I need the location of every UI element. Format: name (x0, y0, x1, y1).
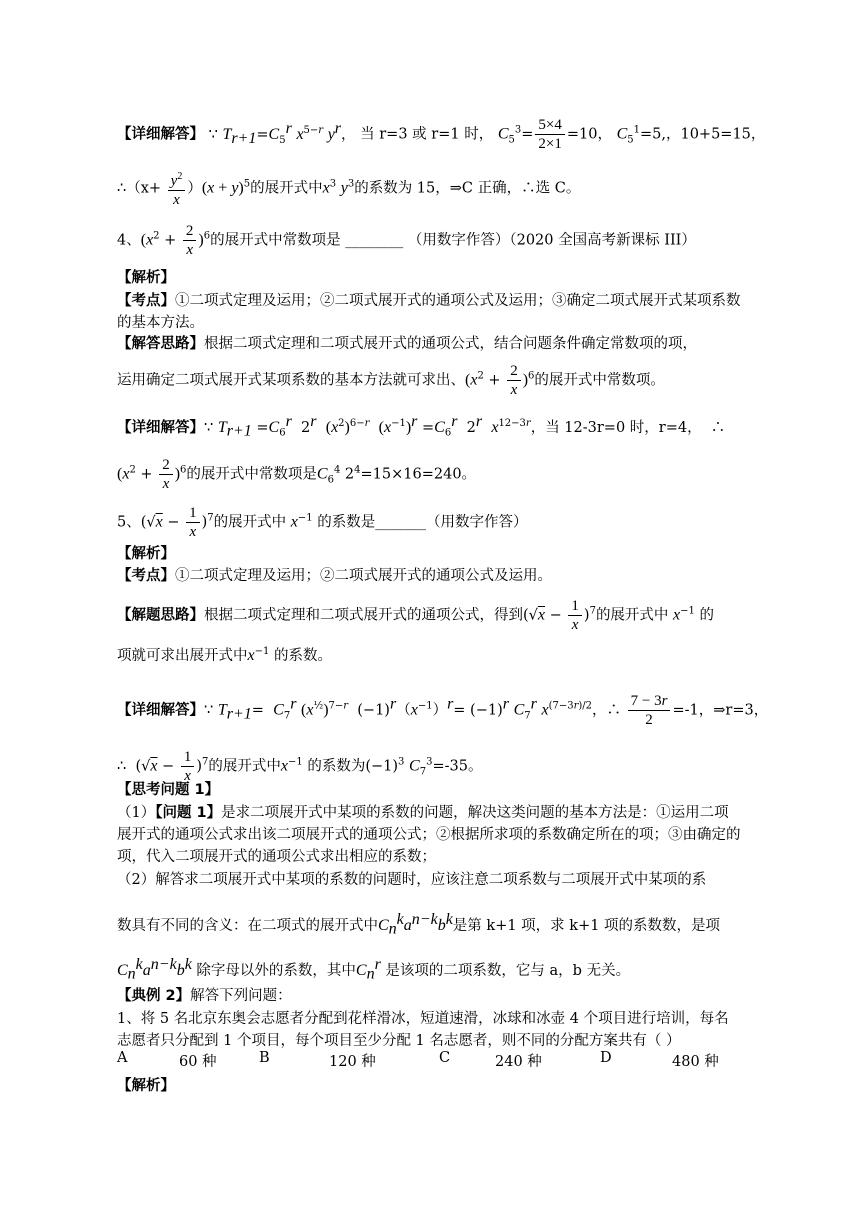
example-2-intro: 【典例 2】解答下列问题： (117, 988, 292, 1004)
label-detail: 【详细解答】 (117, 126, 204, 143)
option-a-text: 60 种 (179, 1054, 217, 1070)
silu-4-line2: 运用确定二项式展开式某项系数的基本方法就可求出、($x^2$ + $\frac{2}{x}$ )$^6$的展开式中常数项。 (117, 363, 665, 398)
option-c[interactable]: C (439, 1050, 451, 1066)
option-b[interactable]: B (259, 1050, 270, 1066)
option-b-text: 120 种 (329, 1054, 376, 1070)
silu-5-line2: 项就可求出展开式中$x^{-1}$ 的系数。 (117, 646, 332, 664)
formula-term: ∵ $T_{r+1}=C_5^r$ $x^{5-r}$ $y^r$， (208, 119, 356, 147)
label-sikao: 【思考问题 1】 (117, 782, 220, 798)
detail-5-line2: ∴ (√x − $\frac{1}{x}$ )$^7$的展开式中$x^{-1}$ 的系数为$(-1)^3$ $C_7^3=-35$。 (117, 749, 483, 784)
option-d[interactable]: D (600, 1050, 612, 1066)
problem-4: 4、($x^2$ + $\frac{2}{x}$ )$^6$的展开式中常数项是 ________ （用数字作答）（2020 全国高考新课标 III） (117, 223, 696, 258)
problem-5: 5、(√x − $\frac{1}{x}$ )$^7$的展开式中 $x^{-1}$ 的系数是_______（用数字作答） (117, 505, 528, 540)
detail-5-line1: 【详细解答】∵ $T_{r+1}= C_7^r$ $(x^{\frac{1}{2}})^{7-r}$ $(-1)^r(x^{-1})^r= (-1)^r$ $C_7^r$ $x^{(7-3r)/2}$，∴ $\frac{7 - 3r}{2}$ =-1，⇒r=3， (117, 693, 769, 728)
option-d-text: 480 种 (672, 1054, 719, 1070)
answer-blank[interactable]: _______ (375, 514, 426, 531)
label-analysis-5: 【解析】 (117, 546, 175, 562)
answer-blank[interactable]: ________ (345, 232, 404, 249)
silu-4-line1: 【解答思路】根据二项式定理和二项式展开式的通项公式，结合问题条件确定常数项的项， (117, 336, 697, 352)
think-para-2-line3: $C_n^ka^{n-k}b^k$ 除字母以外的系数，其中$C_n^r$ 是该项的二项系数，它与 a，b 无关。 (117, 956, 631, 983)
kaodian-4: 【考点】①二项式定理及运用；②二项式展开式的通项公式及运用；③确定二项式展开式某项系数的基本方法。 (117, 293, 741, 331)
think-para-1: （1）【问题 1】是求二项展开式中某项的系数的问题，解决这类问题的基本方法是：①运用二项展开式的通项公式求出该二项展开式的通项公式；②根据所求项的系数确定所在的项；③由确定的项，代入二项展开式的通项公式求出相应的系数； (117, 805, 741, 865)
option-a[interactable]: A (117, 1050, 128, 1066)
detail-line-3b: ∴（x+ $\frac{y^2}{x}$ ）$(x + y)^5$的展开式中$x^3$ $y^3$的系数为 15，⇒C 正确，∴选 C。 (117, 168, 580, 209)
label-analysis-ex2: 【解析】 (117, 1078, 175, 1094)
kaodian-5: 【考点】①二项式定理及运用；②二项式展开式的通项公式及运用。 (117, 568, 552, 584)
silu-5-line1: 【解题思路】根据二项式定理和二项式展开式的通项公式，得到(√x − $\frac{1}{x}$ )$^7$的展开式中 $x^{-1}$ 的 (117, 598, 715, 633)
option-c-text: 240 种 (495, 1054, 542, 1070)
example-2-question-1: 1、将 5 名北京东奥会志愿者分配到花样滑冰，短道速滑，冰球和冰壶 4 个项目进行培训，每名志愿者只分配到 1 个项目，每个项目至少分配 1 名志愿者，则不同的分配方案共有（ ） (117, 1011, 729, 1049)
detail-line-3a: 【详细解答】 ∵ $T_{r+1}=C_5^r$ $x^{5-r}$ $y^r$， 当 r=3 或 r=1 时， $C_5^3=$ $\frac{5\times 4}{2\times 1}$ =10， $C_5^1=5$,，10+5=15， (117, 117, 766, 152)
think-para-2-line2: 数具有不同的含义：在二项式的展开式中$C_n^ka^{n-k}b^k$是第 k+1 项，求 k+1 项的系数数，是项 (117, 911, 721, 938)
think-para-2-line1: （2）解答求二项展开式中某项的系数的问题时，应该注意二项系数与二项展开式中某项的系 (117, 872, 707, 888)
detail-4-line2: ($x^2$ + $\frac{2}{x}$ )$^6$的展开式中常数项是$C_6^4$ $2^4=15\times 16=240$。 (117, 457, 477, 492)
detail-4-line1: 【详细解答】∵ $T_{r+1} =C_6^r$ 2$^r$ $(x^2)^{6-r}$ $(x^{-1})^r =C_6^r$ 2$^r$ $x^{12-3r}$，当 12-3r=0 时，r=4， ∴ (117, 413, 726, 440)
label-analysis-4: 【解析】 (117, 270, 175, 286)
